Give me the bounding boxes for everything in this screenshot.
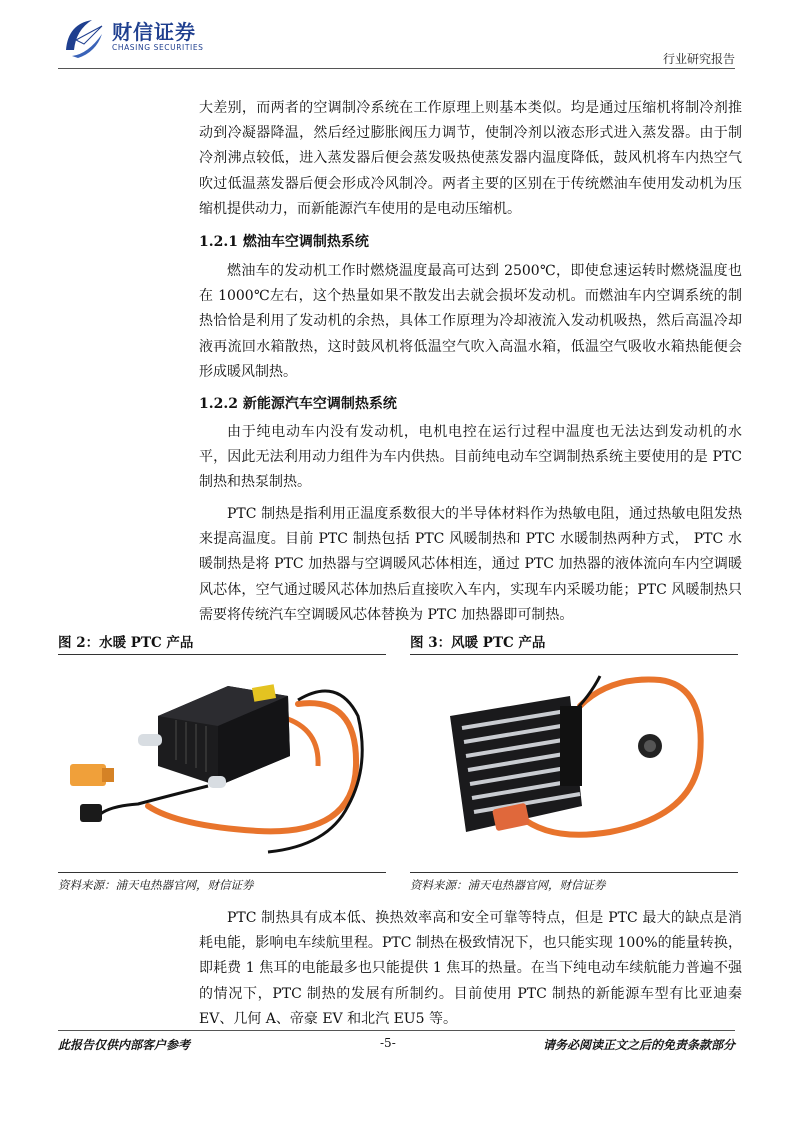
logo-emblem-icon: [62, 16, 106, 60]
paragraph-intro: 大差别，而两者的空调制冷系统在工作原理上则基本类似。均是通过压缩机将制冷剂推动到冷凝器降温，然后经过膨胀阀压力调节，使制冷剂以液态形式进入蒸发器。由于制冷剂沸点较低，进入蒸发器后便会蒸发吸热使蒸发器内温度降低，鼓风机将车内热空气吹过低温蒸发器后便会形成冷风制冷。两者主要的区别在于传统燃油车使用发动机为压缩机提供动力，而新能源汽车使用的是电动压缩机。: [199, 100, 742, 217]
section-heading-1-2-1: 1.2.1 燃油车空调制热系统: [199, 234, 369, 250]
figure-2-source: 资料来源：浦天电热器官网，财信证券: [58, 878, 254, 892]
company-logo: [62, 16, 242, 60]
figure-3-title: 图 3：风暖 PTC 产品: [410, 634, 738, 655]
footer-divider: [58, 1030, 735, 1031]
page-number: -5-: [380, 1036, 396, 1050]
figure-2-title: 图 2：水暖 PTC 产品: [58, 634, 386, 655]
paragraph-ev-heating: 由于纯电动车内没有发动机，电机电控在运行过程中温度也无法达到发动机的水平，因此无法利用动力组件为车内供热。目前纯电动车空调制热系统主要使用的是 PTC 制热和热泵制热。: [199, 424, 742, 491]
paragraph-ptc-limitations: PTC 制热具有成本低、换热效率高和安全可靠等特点，但是 PTC 最大的缺点是消耗电能，影响电车续航里程。PTC 制热在极致情况下，也只能实现 100%的能量转换，即耗费 1 焦耳的电能最多也只能提供 1 焦耳的热量。在当下纯电动车续航能力普遍不强的情况下，PTC 制热的发展有所制约。目前使用 PTC 制热的新能源车型有比亚迪秦 EV、几何 A、帝豪 EV 和北汽 EU5 等。: [199, 910, 742, 1027]
section-heading-1-2-2: 1.2.2 新能源汽车空调制热系统: [199, 396, 397, 412]
logo-text-cn: 财信证券: [112, 20, 196, 44]
figure-3-image: [410, 656, 738, 868]
water-ptc-heater-illustration: [58, 656, 386, 868]
figure-3-source: 资料来源：浦天电热器官网，财信证券: [410, 878, 606, 892]
paragraph-fuel-car-heating: 燃油车的发动机工作时燃烧温度最高可达到 2500℃，即使怠速运转时燃烧温度也在 1000℃左右，这个热量如果不散发出去就会损坏发动机。而燃油车内空调系统的制热恰恰是利用了发动机的余热，具体工作原理为冷却液流入发动机吸热，然后高温冷却液再流回水箱散热，这时鼓风机将低温空气吹入高温水箱，低温空气吸收水箱热能便会形成暖风制热。: [199, 263, 742, 380]
figure-2-image: [58, 656, 386, 868]
footer-left-note: 此报告仅供内部客户参考: [58, 1038, 191, 1052]
air-ptc-heater-illustration: [410, 656, 738, 868]
header-divider: [58, 68, 735, 69]
figure-2-source-divider: [58, 872, 386, 873]
figure-3-source-divider: [410, 872, 738, 873]
footer-disclaimer-note: 请务必阅读正文之后的免责条款部分: [542, 1038, 735, 1052]
logo-text-en: CHASING SECURITIES: [112, 43, 204, 52]
report-type-label: 行业研究报告: [662, 52, 735, 66]
paragraph-ptc-principle: PTC 制热是指利用正温度系数很大的半导体材料作为热敏电阻，通过热敏电阻发热来提高温度。目前 PTC 制热包括 PTC 风暖制热和 PTC 水暖制热两种方式， PTC 水暖制热是将 PTC 加热器与空调暖风芯体相连，通过 PTC 加热器的液体流向车内空调暖风芯体，空气通过暖风芯体加热后直接吹入车内，实现车内采暖功能；PTC 风暖制热只需要将传统汽车空调暖风芯体替换为 PTC 加热器即可制热。: [199, 506, 742, 623]
